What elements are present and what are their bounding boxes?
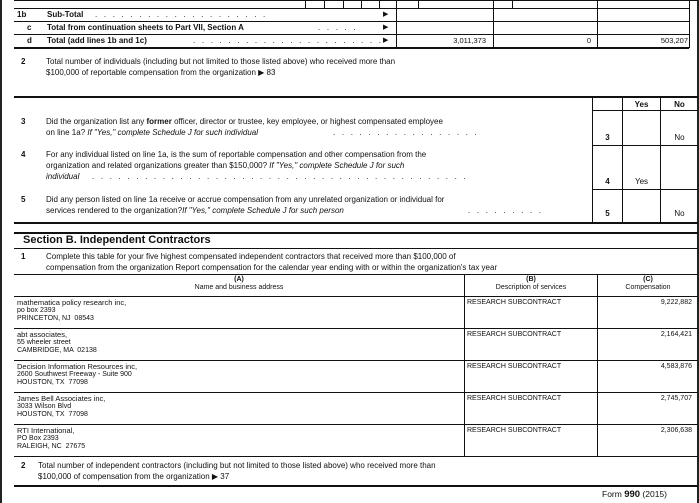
question-4-line-1: For any individual listed on line 1a, is the sum of reportable compensation and other compensation from the <box>46 150 427 159</box>
rule <box>379 0 380 8</box>
arrow-icon: ▶ <box>383 37 389 44</box>
contractor-address: 55 wheeler street CAMBRIDGE, MA 02138 <box>17 339 97 354</box>
col-c-header: Compensation <box>625 284 671 291</box>
total-label: Total (add lines 1b and 1c) <box>47 36 147 45</box>
rule <box>592 145 698 146</box>
question-5-text: services rendered to the organization? <box>46 206 183 215</box>
rule <box>14 0 698 1</box>
rule <box>14 96 698 98</box>
question-3-bold: former <box>146 117 172 126</box>
section-b-title: Section B. Independent Contractors <box>23 234 211 246</box>
dot-leader: . . . . . . . . . . . . . . . . . . . . <box>95 10 268 19</box>
total-col-d: 3,011,373 <box>453 36 486 45</box>
dot-leader: . . . . . . . . . . . . . . . . . . . . . . . . . . . . . . . . . . . . . . . . . . . <box>92 172 468 181</box>
q3-no-answer[interactable]: No <box>674 133 685 142</box>
question-4-line-2 <box>46 161 404 171</box>
rule <box>622 96 623 222</box>
arrow-icon: ▶ <box>383 24 389 31</box>
contractor-compensation: 2,164,421 <box>660 331 692 338</box>
rule <box>305 0 306 8</box>
total-col-e: 0 <box>586 36 591 45</box>
section-b-line1-text-1: Complete this table for your five highest compensated independent contractors that received more than $100,000 of <box>46 252 456 261</box>
rule <box>14 424 698 425</box>
rule <box>14 328 698 329</box>
question-4-text: organization and related organizations greater than $150,000? <box>46 161 270 170</box>
rule <box>14 392 698 393</box>
question-5-line-1: Did any person listed on line 1a receive or accrue compensation from any unrelated organization or individual for <box>46 195 445 204</box>
col-b-header: Description of services <box>495 284 567 291</box>
subtotal-label: Sub-Total <box>47 10 84 19</box>
q4-yes-answer[interactable]: Yes <box>634 177 649 186</box>
col-c-letter: (C) <box>643 276 653 283</box>
section-b-line-num-1: 1 <box>21 252 26 261</box>
rule <box>343 0 344 8</box>
contractor-service: RESEARCH SUBCONTRACT <box>467 427 562 434</box>
section-b-line1-text-2: compensation from the organization Report compensation for the calendar year ending with or within the organization's tax year <box>46 263 498 272</box>
contractor-name: RTI International, <box>17 426 75 435</box>
rule <box>14 248 698 249</box>
rule <box>14 456 698 457</box>
dot-leader: . . . . . . . . . <box>468 206 544 215</box>
box-num-3: 3 <box>605 133 610 142</box>
rule <box>14 21 689 22</box>
question-3-line-1 <box>46 117 443 127</box>
rule <box>689 0 690 48</box>
q5-no-answer[interactable]: No <box>674 209 685 218</box>
rule <box>14 360 698 361</box>
contractor-name: abt associates, <box>17 330 68 339</box>
question-num-5: 5 <box>21 195 26 204</box>
total-col-f: 503,207 <box>660 36 688 45</box>
contractor-service: RESEARCH SUBCONTRACT <box>467 331 562 338</box>
line-num-2: 2 <box>21 57 26 66</box>
rule <box>324 0 325 8</box>
contractor-name: mathematica policy research inc, <box>17 298 127 307</box>
no-column-header: No <box>674 100 685 109</box>
rule <box>464 274 465 456</box>
rule <box>14 47 689 49</box>
dot-leader: . . . . . <box>318 23 358 32</box>
col-a-letter: (A) <box>234 276 244 283</box>
contractor-service: RESEARCH SUBCONTRACT <box>467 363 562 370</box>
left-scan-edge <box>0 0 2 503</box>
rule <box>592 189 698 190</box>
rule <box>361 0 362 8</box>
rule <box>14 485 698 487</box>
contractor-service: RESEARCH SUBCONTRACT <box>467 299 562 306</box>
box-num-5: 5 <box>605 209 610 218</box>
rule <box>14 274 698 275</box>
contractor-compensation: 2,306,638 <box>660 427 692 434</box>
line2-text-2: $100,000 of reportable compensation from the organization ▶ 83 <box>46 68 276 77</box>
rule <box>512 0 513 8</box>
rule <box>14 34 689 35</box>
question-3-instruction: If "Yes," complete Schedule J for such individual <box>87 128 259 137</box>
form-footer <box>602 489 667 500</box>
section-b-line2-text-1: Total number of independent contractors (including but not limited to those listed above) who received more than <box>38 461 436 470</box>
contractor-name: James Bell Associates inc, <box>17 394 106 403</box>
contractor-address: PO Box 2393 RALEIGH, NC 27675 <box>17 435 86 450</box>
line2-text-1: Total number of individuals (including but not limited to those listed above) who received more than <box>46 57 396 66</box>
dot-leader: . . . . . . . . . . . . . . . . . <box>333 128 479 137</box>
contractor-address: po box 2393 PRINCETON, NJ 08543 <box>17 307 94 322</box>
line-num-1b: 1b <box>17 10 27 19</box>
contractor-compensation: 2,745,707 <box>660 395 692 402</box>
section-b-line2-text-2: $100,000 of compensation from the organization ▶ 37 <box>38 472 230 481</box>
question-5-instruction: If "Yes," complete Schedule J for such person <box>182 206 344 215</box>
contractor-address: 2600 Southwest Freeway - Suite 900 HOUSTON, TX 77098 <box>17 371 132 386</box>
question-4-line-3: individual <box>46 172 80 181</box>
rule <box>660 96 661 222</box>
rule <box>14 296 698 297</box>
box-num-4: 4 <box>605 177 610 186</box>
question-4-instruction: If "Yes," complete Schedule J for such <box>269 161 405 170</box>
footer-form-year: (2015) <box>640 489 667 499</box>
rule <box>592 110 698 111</box>
question-3-text-b: officer, director or trustee, key employee, or highest compensated employee <box>171 117 443 126</box>
continuation-label: Total from continuation sheets to Part VII, Section A <box>47 23 244 32</box>
question-3-text-c: on line 1a? <box>46 128 88 137</box>
contractor-service: RESEARCH SUBCONTRACT <box>467 395 562 402</box>
contractor-compensation: 9,222,882 <box>660 299 692 306</box>
question-3-text-a: Did the organization list any <box>46 117 147 126</box>
line-num-1c: c <box>27 23 32 32</box>
line-num-1d: d <box>27 36 32 45</box>
rule <box>597 274 598 456</box>
contractor-compensation: 4,583,876 <box>660 363 692 370</box>
rule <box>592 96 593 222</box>
col-b-letter: (B) <box>526 276 536 283</box>
col-a-header: Name and business address <box>194 284 284 291</box>
section-b-line-num-2: 2 <box>21 461 26 470</box>
question-num-4: 4 <box>21 150 26 159</box>
footer-form-number: 990 <box>624 489 641 500</box>
question-num-3: 3 <box>21 117 26 126</box>
yes-column-header: Yes <box>634 100 649 109</box>
contractor-address: 3033 Wilson Blvd HOUSTON, TX 77098 <box>17 403 88 418</box>
rule <box>14 8 689 9</box>
rule <box>14 222 698 224</box>
dot-leader: . . . . . . . . . . . . . . . . . . . . . . <box>193 36 384 45</box>
question-5-line-2 <box>46 206 344 216</box>
contractor-name: Decision Information Resources inc, <box>17 362 138 371</box>
rule <box>418 0 419 8</box>
arrow-icon: ▶ <box>383 11 389 18</box>
question-3-line-2 <box>46 128 258 138</box>
footer-form-label: Form <box>602 489 625 499</box>
